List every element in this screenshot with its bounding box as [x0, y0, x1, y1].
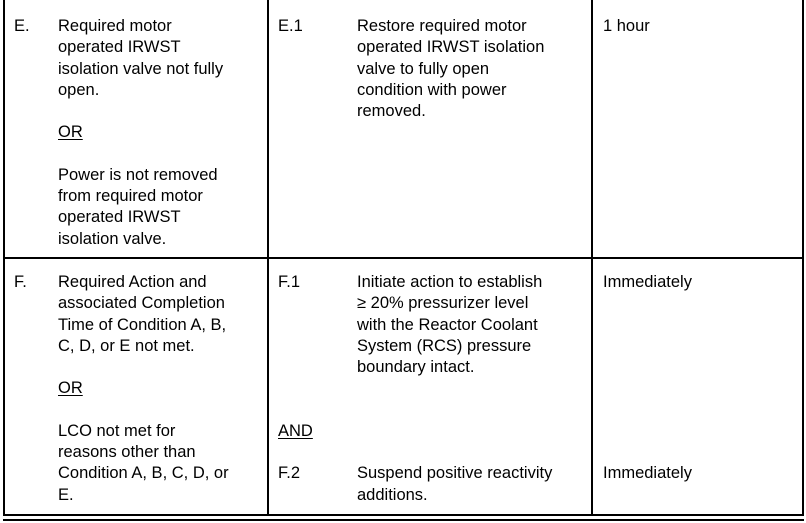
condition-text: Required motor [58, 17, 172, 35]
condition-text: operated IRWST [58, 208, 181, 226]
condition-letter: F. [14, 273, 27, 291]
completion-time: Immediately [603, 464, 692, 482]
condition-text: associated Completion [58, 294, 225, 312]
required-action-text: ≥ 20% pressurizer level [357, 294, 529, 312]
condition-text: operated IRWST [58, 38, 181, 56]
or-connector: OR [58, 379, 83, 397]
or-connector: OR [58, 123, 83, 141]
condition-text: isolation valve. [58, 230, 167, 248]
and-connector: AND [278, 422, 313, 440]
required-action-text: Initiate action to establish [357, 273, 543, 291]
condition-text: open. [58, 81, 100, 99]
condition-text: Required Action and [58, 273, 207, 291]
completion-time: Immediately [603, 273, 692, 291]
required-action-text: with the Reactor Coolant [357, 316, 538, 334]
required-action-text: valve to fully open [357, 60, 490, 78]
condition-letter: E. [14, 17, 30, 35]
required-action-text: condition with power [357, 81, 507, 99]
condition-text: E. [58, 486, 74, 504]
required-action-text: boundary intact. [357, 358, 475, 376]
completion-time: 1 hour [603, 17, 650, 35]
required-action-text: Suspend positive reactivity [357, 464, 553, 482]
table-bottom-rule-2 [3, 519, 804, 521]
required-action-id: E.1 [278, 17, 303, 35]
condition-text: Power is not removed [58, 166, 218, 184]
required-action-text: System (RCS) pressure [357, 337, 532, 355]
required-action-text: operated IRWST isolation [357, 38, 545, 56]
required-action-id: F.1 [278, 273, 301, 291]
required-action-text: additions. [357, 486, 428, 504]
required-action-text: removed. [357, 102, 426, 120]
required-action-text: Restore required motor [357, 17, 527, 35]
table-bottom-rule-1 [3, 514, 804, 516]
condition-text: LCO not met for [58, 422, 176, 440]
row-divider [3, 257, 804, 259]
condition-text: Time of Condition A, B, [58, 316, 227, 334]
condition-text: C, D, or E not met. [58, 337, 195, 355]
condition-text: from required motor [58, 187, 203, 205]
required-action-id: F.2 [278, 464, 301, 482]
condition-text: isolation valve not fully [58, 60, 224, 78]
condition-text: Condition A, B, C, D, or [58, 464, 229, 482]
condition-text: reasons other than [58, 443, 196, 461]
